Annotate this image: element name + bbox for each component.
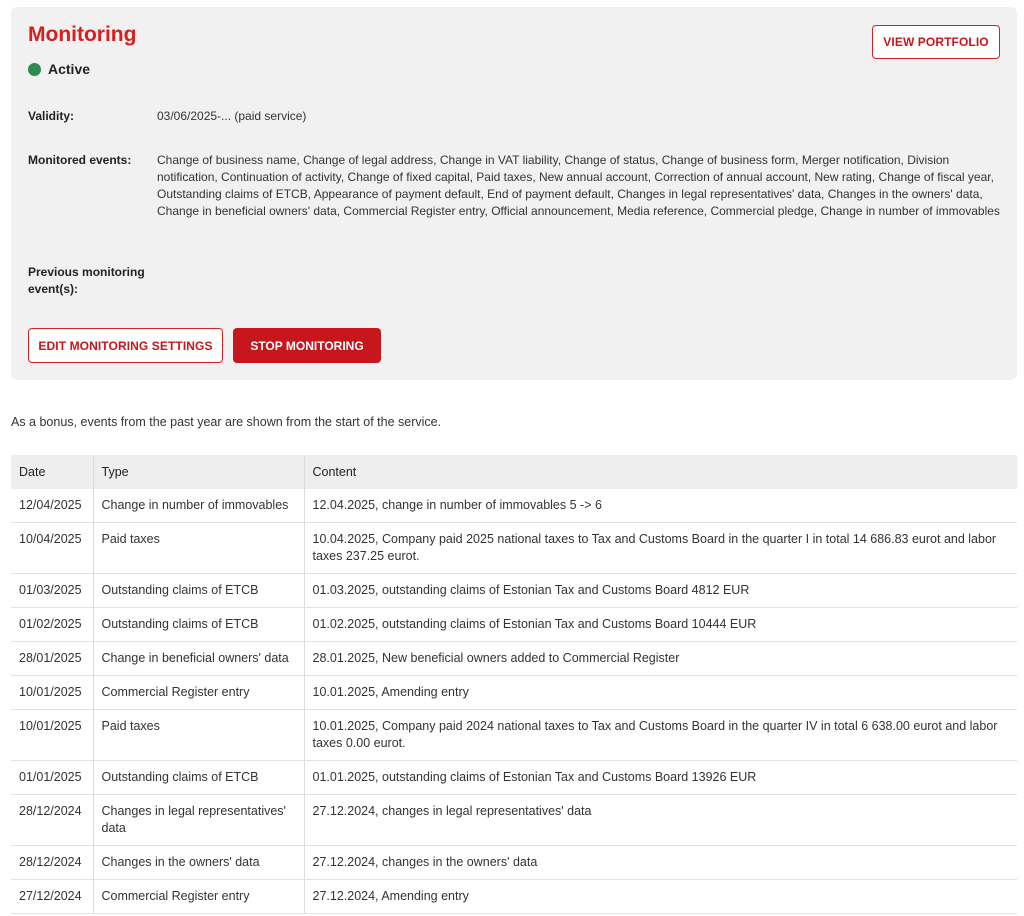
cell-type: Change in beneficial owners' data: [93, 642, 304, 676]
cell-date: 28/01/2025: [11, 642, 93, 676]
cell-type: Change in number of immovables: [93, 489, 304, 523]
cell-date: 10/01/2025: [11, 710, 93, 761]
cell-type: Paid taxes: [93, 523, 304, 574]
cell-type: Commercial Register entry: [93, 676, 304, 710]
cell-type: Changes in the owners' data: [93, 846, 304, 880]
cell-content: 27.12.2024, changes in the owners' data: [304, 846, 1017, 880]
table-header-row: [11, 455, 1017, 489]
status-dot-icon: [28, 63, 41, 76]
table-row: [11, 608, 1017, 642]
cell-date: 10/04/2025: [11, 523, 93, 574]
cell-content: 10.04.2025, Company paid 2025 national taxes to Tax and Customs Board in the quarter I in total 14 686.83 eurot and labor taxes 237.25 eurot.: [304, 523, 1017, 574]
monitored-events-value: Change of business name, Change of legal address, Change in VAT liability, Change of status, Change of business form, Merger notification, Division notification, Continuation of activity, Change of fixed capital, Paid taxes, New annual account, Correction of annual account, New rating, Change of fiscal year, Outstanding claims of ETCB, Appearance of payment default, End of payment default, Changes in legal representatives' data, Changes in the owners' data, Change in beneficial owners' data, Commercial Register entry, Official announcement, Media reference, Commercial pledge, Change in number of immovables: [157, 153, 1000, 218]
table-row: [11, 523, 1017, 574]
events-table: [11, 455, 1017, 914]
stop-monitoring-button[interactable]: STOP MONITORING: [233, 328, 381, 363]
validity-value: 03/06/2025-... (paid service): [157, 109, 307, 123]
cell-content: 01.01.2025, outstanding claims of Estonian Tax and Customs Board 13926 EUR: [304, 761, 1017, 795]
cell-date: 01/01/2025: [11, 761, 93, 795]
status-label: Active: [48, 61, 91, 77]
cell-content: 12.04.2025, change in number of immovables 5 -> 6: [304, 489, 1017, 523]
table-row: [11, 761, 1017, 795]
edit-monitoring-settings-button[interactable]: EDIT MONITORING SETTINGS: [28, 328, 223, 363]
cell-date: 27/12/2024: [11, 880, 93, 914]
table-row: [11, 676, 1017, 710]
cell-date: 28/12/2024: [11, 846, 93, 880]
cell-date: 10/01/2025: [11, 676, 93, 710]
status-indicator: [28, 61, 90, 77]
cell-content: 10.01.2025, Company paid 2024 national taxes to Tax and Customs Board in the quarter IV in total 6 638.00 eurot and labor taxes 0.00 eurot.: [304, 710, 1017, 761]
column-header-date[interactable]: Date: [11, 455, 93, 489]
cell-date: 01/02/2025: [11, 608, 93, 642]
cell-date: 28/12/2024: [11, 795, 93, 846]
monitoring-title: Monitoring: [28, 23, 137, 46]
cell-content: 27.12.2024, Amending entry: [304, 880, 1017, 914]
bonus-note: As a bonus, events from the past year are shown from the start of the service.: [11, 415, 442, 429]
table-row: [11, 880, 1017, 914]
monitored-events-label: Monitored events:: [28, 153, 132, 167]
cell-type: Outstanding claims of ETCB: [93, 761, 304, 795]
cell-type: Outstanding claims of ETCB: [93, 608, 304, 642]
table-row: [11, 642, 1017, 676]
table-row: [11, 846, 1017, 880]
cell-content: 27.12.2024, changes in legal representatives' data: [304, 795, 1017, 846]
column-header-type[interactable]: Type: [93, 455, 304, 489]
cell-date: 12/04/2025: [11, 489, 93, 523]
cell-content: 01.03.2025, outstanding claims of Estonian Tax and Customs Board 4812 EUR: [304, 574, 1017, 608]
table-row: [11, 795, 1017, 846]
cell-type: Outstanding claims of ETCB: [93, 574, 304, 608]
table-row: [11, 710, 1017, 761]
table-row: [11, 574, 1017, 608]
cell-type: Changes in legal representatives' data: [93, 795, 304, 846]
cell-type: Commercial Register entry: [93, 880, 304, 914]
column-header-content[interactable]: Content: [304, 455, 1017, 489]
monitoring-card: [11, 7, 1017, 380]
previous-monitoring-label: Previous monitoring event(s):: [28, 265, 145, 296]
cell-content: 10.01.2025, Amending entry: [304, 676, 1017, 710]
cell-date: 01/03/2025: [11, 574, 93, 608]
cell-content: 01.02.2025, outstanding claims of Estonian Tax and Customs Board 10444 EUR: [304, 608, 1017, 642]
cell-content: 28.01.2025, New beneficial owners added to Commercial Register: [304, 642, 1017, 676]
cell-type: Paid taxes: [93, 710, 304, 761]
validity-label: Validity:: [28, 109, 75, 123]
events-table-body: [11, 489, 1017, 914]
view-portfolio-button[interactable]: VIEW PORTFOLIO: [872, 25, 1000, 59]
table-row: [11, 489, 1017, 523]
